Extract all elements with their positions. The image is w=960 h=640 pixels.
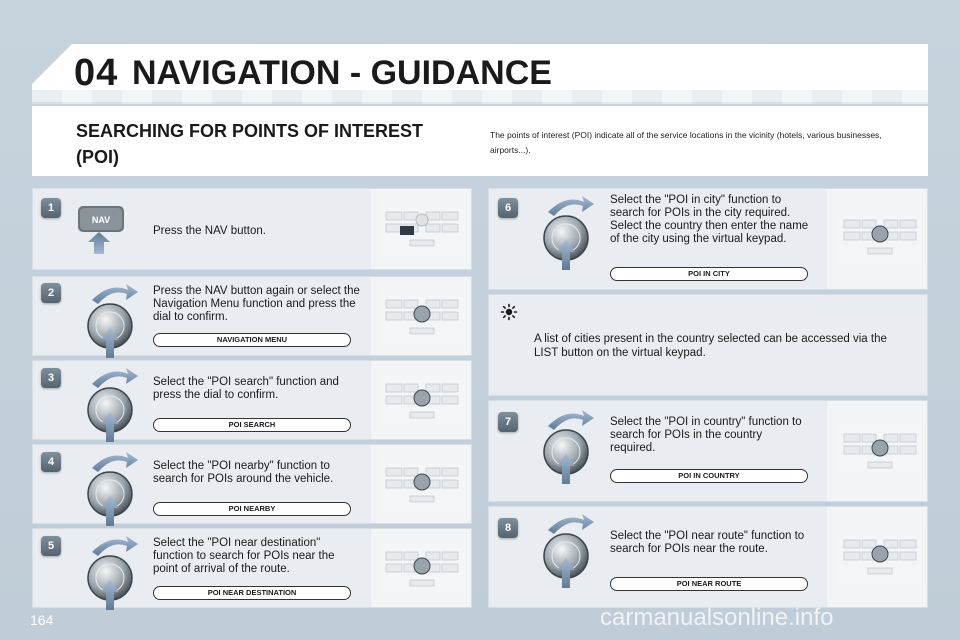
- dial-icon: [538, 190, 598, 270]
- radio-unit-image: [380, 374, 464, 428]
- radio-unit-image: [380, 458, 464, 512]
- radio-unit-image: [380, 290, 464, 344]
- step-text-3: Select the "POI search" function and press the dial to confirm.: [153, 376, 339, 401]
- step-text-6: Select the "POI in city" function to search for POIs in the city required. Select the country then enter the name of the city using the virtual keypad.: [610, 194, 809, 245]
- info-text: A list of cities present in the country selected can be accessed via the LIST button on the virtual keypad.: [534, 333, 887, 359]
- nav-button-press-icon: [76, 204, 136, 254]
- intro-text: The points of interest (POI) indicate all of the service locations in the vicinity (hotels, various businesses, airports...).: [490, 130, 882, 155]
- step-badge-8: 8: [498, 518, 518, 538]
- dial-icon: [82, 362, 142, 442]
- step-badge-6: 6: [498, 198, 518, 218]
- dial-icon: [538, 508, 598, 588]
- sun-tip-icon: [500, 303, 518, 321]
- menu-label-poi-in-city: POI IN CITY: [610, 267, 808, 281]
- radio-unit-image: [838, 530, 922, 584]
- step-text-5: Select the "POI near destination" function to search for POIs near the point of arrival of the route.: [153, 537, 335, 575]
- step-badge-4: 4: [41, 452, 61, 472]
- dial-icon: [82, 530, 142, 610]
- chapter-number: 04: [74, 52, 119, 94]
- page-number: 164: [30, 612, 54, 628]
- chapter-title: NAVIGATION - GUIDANCE: [132, 54, 552, 92]
- dial-icon: [538, 404, 598, 484]
- radio-unit-image: [380, 202, 464, 256]
- step-badge-7: 7: [498, 412, 518, 432]
- section-heading: SEARCHING FOR POINTS OF INTEREST (POI): [76, 121, 424, 167]
- menu-label-poi-in-country: POI IN COUNTRY: [610, 469, 808, 483]
- watermark: carmanualsonline.info: [600, 604, 834, 631]
- step-badge-2: 2: [41, 283, 61, 303]
- menu-label-poi-near-route: POI NEAR ROUTE: [610, 577, 808, 591]
- step-text-1: Press the NAV button.: [153, 225, 266, 237]
- step-text-2: Press the NAV button again or select the Navigation Menu function and press the dial to confirm.: [153, 285, 360, 323]
- nav-key-label: NAV: [91, 215, 111, 225]
- step-text-7: Select the "POI in country" function to search for POIs in the country required.: [610, 416, 802, 454]
- menu-label-poi-search: POI SEARCH: [153, 418, 351, 432]
- dial-icon: [82, 278, 142, 358]
- step-text-8: Select the "POI near route" function to search for POIs near the route.: [610, 530, 805, 555]
- step-badge-1: 1: [41, 198, 61, 218]
- menu-label-poi-near-destination: POI NEAR DESTINATION: [153, 586, 351, 600]
- step-badge-5: 5: [41, 536, 61, 556]
- step-text-4: Select the "POI nearby" function to search for POIs around the vehicle.: [153, 460, 334, 485]
- dial-icon: [82, 446, 142, 526]
- radio-unit-image: [380, 542, 464, 596]
- step-badge-3: 3: [41, 368, 61, 388]
- radio-unit-image: [838, 210, 922, 264]
- radio-unit-image: [838, 424, 922, 478]
- menu-label-navigation-menu: NAVIGATION MENU: [153, 333, 351, 347]
- menu-label-poi-nearby: POI NEARBY: [153, 502, 351, 516]
